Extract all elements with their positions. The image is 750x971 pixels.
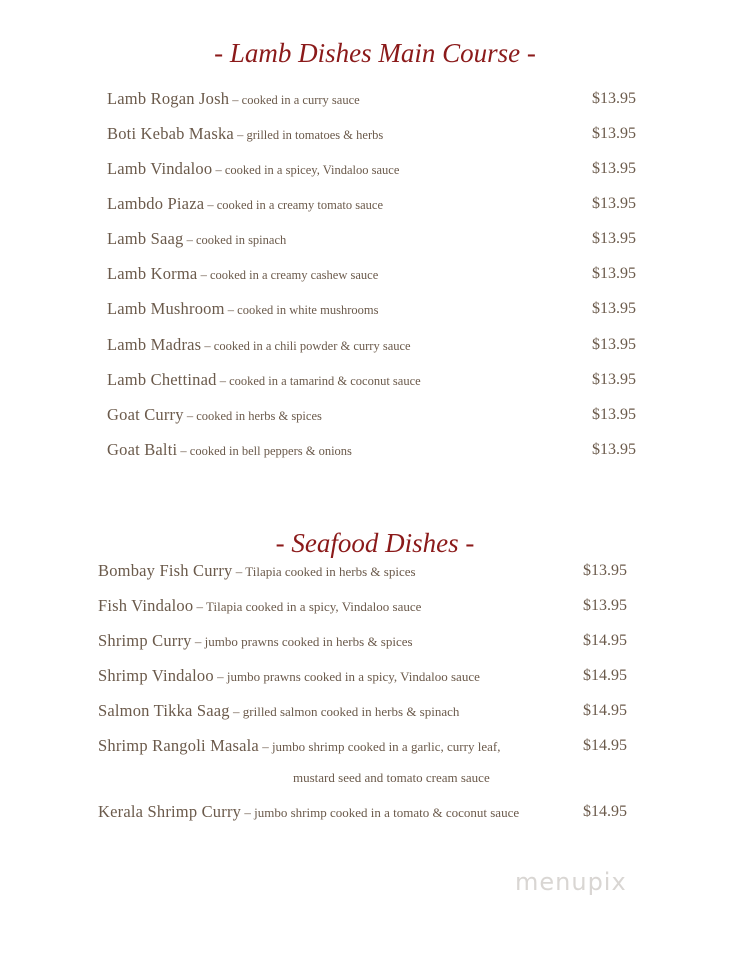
- item-description: – jumbo shrimp cooked in a garlic, curry leaf,: [258, 739, 501, 754]
- item-description: – jumbo prawns cooked in herbs & spices: [191, 634, 413, 649]
- item-description: – cooked in spinach: [183, 233, 287, 247]
- item-price: $13.95: [592, 195, 636, 212]
- menu-item: [107, 299, 378, 319]
- item-name: Lambdo Piaza: [107, 194, 205, 213]
- item-price: $13.95: [592, 336, 636, 353]
- item-price: $13.95: [592, 265, 636, 282]
- item-name: Lamb Rogan Josh: [107, 89, 230, 108]
- item-price: $13.95: [592, 371, 636, 388]
- menu-item: [107, 405, 322, 425]
- menu-item: [107, 264, 378, 284]
- item-price: $13.95: [592, 160, 636, 177]
- item-price: $13.95: [592, 125, 636, 142]
- item-description: – jumbo shrimp cooked in a tomato & coconut sauce: [241, 805, 520, 820]
- seafood-section-title: - Seafood Dishes -: [275, 528, 475, 558]
- item-description: – cooked in a creamy cashew sauce: [197, 268, 379, 282]
- item-price: $13.95: [592, 230, 636, 247]
- item-price: $13.95: [592, 441, 636, 458]
- item-description-continued: mustard seed and tomato cream sauce: [293, 770, 490, 785]
- item-price: $13.95: [592, 90, 636, 107]
- item-name: Lamb Chettinad: [107, 370, 217, 389]
- item-price: $14.95: [583, 803, 627, 820]
- item-price: $13.95: [592, 406, 636, 423]
- item-description: – cooked in white mushrooms: [224, 303, 379, 317]
- item-description: – cooked in bell peppers & onions: [177, 444, 352, 458]
- item-description: – cooked in a chili powder & curry sauce: [201, 339, 411, 353]
- item-description: – Tilapia cooked in a spicy, Vindaloo sauce: [193, 599, 422, 614]
- item-description: – cooked in a spicey, Vindaloo sauce: [212, 163, 400, 177]
- item-price: $13.95: [583, 597, 627, 614]
- menu-item: [98, 736, 500, 756]
- item-description: – Tilapia cooked in herbs & spices: [232, 564, 416, 579]
- item-name: Goat Curry: [107, 405, 184, 424]
- menupix-watermark: menupix: [515, 868, 627, 896]
- lamb-section-title: - Lamb Dishes Main Course -: [214, 38, 536, 68]
- item-name: Lamb Vindaloo: [107, 159, 213, 178]
- menu-item: [107, 335, 411, 355]
- menu-item: [98, 701, 459, 721]
- item-name: Goat Balti: [107, 440, 178, 459]
- item-price: $14.95: [583, 702, 627, 719]
- item-name: Lamb Saag: [107, 229, 184, 248]
- item-description: – cooked in a curry sauce: [229, 93, 360, 107]
- menu-item: [107, 229, 286, 249]
- menu-item: [98, 561, 416, 581]
- item-description: – cooked in a creamy tomato sauce: [204, 198, 383, 212]
- menu-item: [107, 194, 383, 214]
- item-description: – jumbo prawns cooked in a spicy, Vindaloo sauce: [213, 669, 480, 684]
- item-name: Bombay Fish Curry: [98, 561, 233, 580]
- menu-item: [98, 802, 519, 822]
- item-name: Lamb Korma: [107, 264, 198, 283]
- menu-item: [107, 89, 360, 109]
- item-price: $14.95: [583, 632, 627, 649]
- item-description: – cooked in a tamarind & coconut sauce: [216, 374, 421, 388]
- menu-item: [107, 440, 352, 460]
- item-name: Shrimp Curry: [98, 631, 192, 650]
- item-name: Fish Vindaloo: [98, 596, 194, 615]
- item-price: $13.95: [583, 562, 627, 579]
- item-price: $13.95: [592, 300, 636, 317]
- item-price: $14.95: [583, 737, 627, 754]
- item-name: Lamb Mushroom: [107, 299, 225, 318]
- item-name: Boti Kebab Maska: [107, 124, 234, 143]
- item-name: Kerala Shrimp Curry: [98, 802, 242, 821]
- item-price: $14.95: [583, 667, 627, 684]
- item-description: – grilled salmon cooked in herbs & spinach: [229, 704, 460, 719]
- menu-item: [107, 124, 383, 144]
- menu-item: [107, 370, 421, 390]
- item-name: Shrimp Vindaloo: [98, 666, 214, 685]
- item-name: Salmon Tikka Saag: [98, 701, 230, 720]
- menu-item: [107, 159, 399, 179]
- item-description: – grilled in tomatoes & herbs: [233, 128, 384, 142]
- menu-item: [98, 631, 413, 651]
- item-description: – cooked in herbs & spices: [183, 409, 322, 423]
- menu-item: [98, 666, 480, 686]
- item-name: Shrimp Rangoli Masala: [98, 736, 259, 755]
- menu-item: [98, 596, 421, 616]
- item-name: Lamb Madras: [107, 335, 202, 354]
